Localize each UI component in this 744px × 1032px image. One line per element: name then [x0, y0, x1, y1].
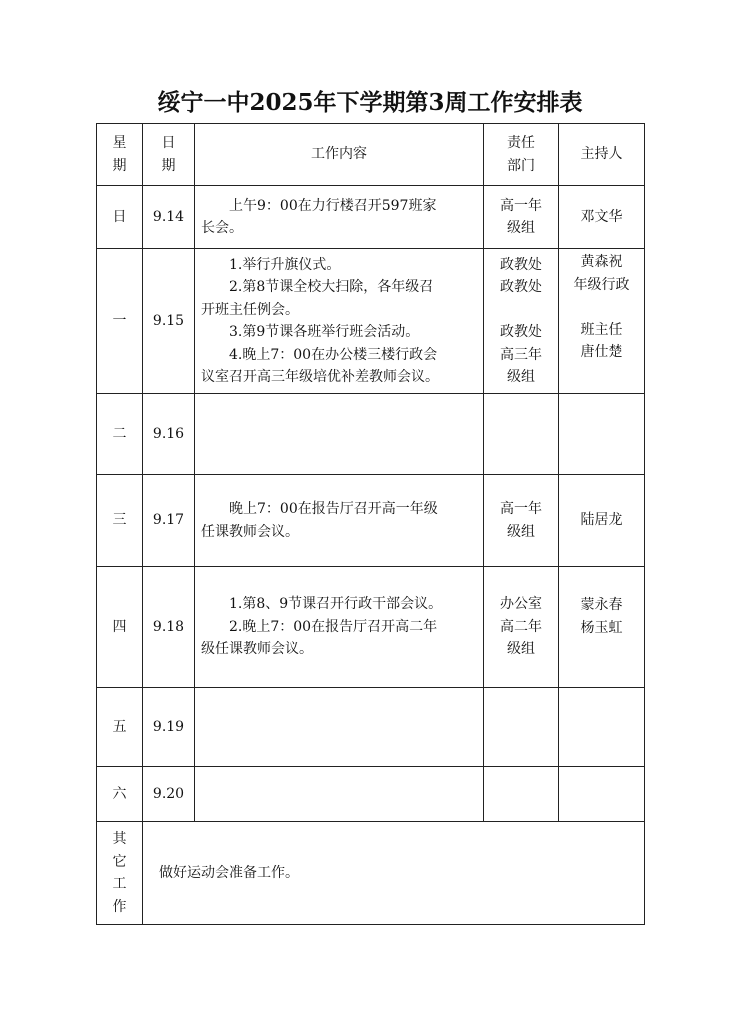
table-row: [97, 567, 645, 688]
host-cell: [559, 688, 645, 767]
date-cell: 9.17: [143, 475, 195, 567]
other-work-label: 其 它 工 作: [97, 822, 143, 925]
host-cell: [559, 394, 645, 475]
host-cell: 陆居龙: [559, 475, 645, 567]
day-cell: 四: [97, 567, 143, 688]
content-cell: 1.第8、9节课召开行政干部会议。 2.晚上7：00在报告厅召开高二年 级任课教师会议。: [195, 567, 484, 688]
day-cell: 三: [97, 475, 143, 567]
day-cell: 一: [97, 249, 143, 394]
content-cell: 上午9：00在力行楼召开597班家 长会。: [195, 186, 484, 249]
date-cell: 9.20: [143, 767, 195, 822]
header-content: 工作内容: [195, 124, 484, 186]
day-cell: 六: [97, 767, 143, 822]
day-cell: 日: [97, 186, 143, 249]
content-cell: [195, 688, 484, 767]
date-cell: 9.18: [143, 567, 195, 688]
header-day: 星 期: [97, 124, 143, 186]
dept-cell: [484, 688, 559, 767]
dept-cell: [484, 394, 559, 475]
day-cell: 五: [97, 688, 143, 767]
dept-cell: [484, 767, 559, 822]
other-work-row: [97, 822, 645, 925]
date-cell: 9.16: [143, 394, 195, 475]
host-cell: [559, 767, 645, 822]
content-cell: 1.举行升旗仪式。 2.第8节课全校大扫除，各年级召 开班主任例会。 3.第9节课各班举行班会活动。 4.晚上7：00在办公楼三楼行政会 议室召开高三年级培优补差教师会议。: [195, 249, 484, 394]
table-row: [97, 186, 645, 249]
header-date: 日 期: [143, 124, 195, 186]
schedule-table: [96, 123, 645, 925]
table-row: [97, 688, 645, 767]
table-row: [97, 767, 645, 822]
dept-cell: 办公室 高二年 级组: [484, 567, 559, 688]
table-row: [97, 475, 645, 567]
host-cell: 邓文华: [559, 186, 645, 249]
date-cell: 9.14: [143, 186, 195, 249]
other-work-content: 做好运动会准备工作。: [143, 822, 645, 925]
dept-cell: 高一年 级组: [484, 186, 559, 249]
header-host: 主持人: [559, 124, 645, 186]
host-cell: 蒙永春 杨玉虹: [559, 567, 645, 688]
date-cell: 9.15: [143, 249, 195, 394]
header-dept: 责任 部门: [484, 124, 559, 186]
dept-cell: 政教处 政教处 政教处 高三年 级组: [484, 249, 559, 394]
host-cell: 黄森祝 年级行政 班主任 唐仕楚: [559, 249, 645, 394]
page-title: 绥宁一中2025年下学期第3周工作安排表: [157, 89, 583, 116]
content-cell: [195, 767, 484, 822]
table-row: [97, 394, 645, 475]
date-cell: 9.19: [143, 688, 195, 767]
content-cell: 晚上7：00在报告厅召开高一年级 任课教师会议。: [195, 475, 484, 567]
table-row: [97, 249, 645, 394]
content-cell: [195, 394, 484, 475]
day-cell: 二: [97, 394, 143, 475]
header-row: [97, 124, 645, 186]
dept-cell: 高一年 级组: [484, 475, 559, 567]
